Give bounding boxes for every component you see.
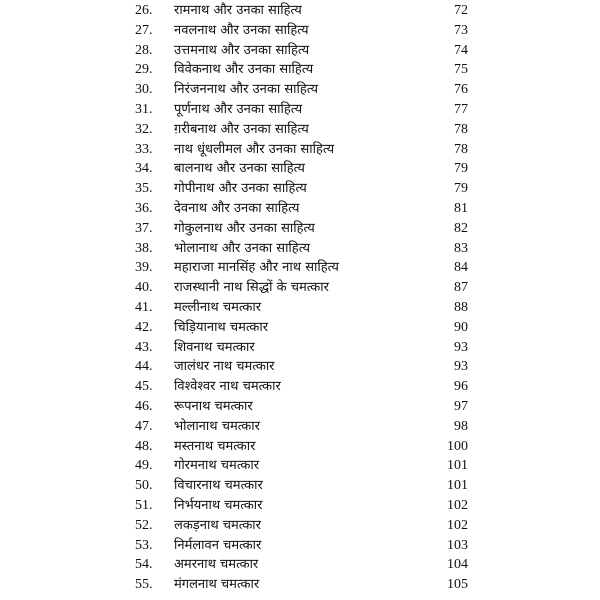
toc-entry <box>0 555 600 575</box>
toc-entry-page-number: 100 <box>447 438 468 454</box>
toc-entry-page-number: 79 <box>454 161 468 177</box>
toc-entry-number: 47. <box>135 418 153 434</box>
toc-entry-title: निरंजननाथ और उनका साहित्य <box>174 82 319 98</box>
toc-entry-title: बालनाथ और उनका साहित्य <box>174 161 305 177</box>
toc-entry-page-number: 87 <box>454 280 468 296</box>
toc-entry-page-number: 88 <box>454 299 468 315</box>
toc-entry <box>0 437 600 457</box>
toc-entry <box>0 199 600 219</box>
toc-entry <box>0 179 600 199</box>
toc-entry-page-number: 84 <box>454 260 468 276</box>
toc-entry-number: 27. <box>135 22 153 38</box>
toc-entry-title: पूर्णनाथ और उनका साहित्य <box>174 101 303 117</box>
toc-entry-page-number: 93 <box>454 339 468 355</box>
toc-entry <box>0 140 600 160</box>
toc-entry-title: चिड़ियानाथ चमत्कार <box>174 319 269 335</box>
toc-entry-page-number: 102 <box>447 497 468 513</box>
toc-entry-title: अमरनाथ चमत्कार <box>174 557 259 573</box>
toc-entry-number: 51. <box>135 497 153 513</box>
toc-entry-title: मंगलनाथ चमत्कार <box>174 577 260 593</box>
toc-entry-number: 52. <box>135 517 153 533</box>
toc-entry-number: 33. <box>135 141 153 157</box>
toc-entry <box>0 100 600 120</box>
toc-entry-title: भोलानाथ और उनका साहित्य <box>174 240 311 256</box>
toc-entry-number: 55. <box>135 577 153 593</box>
toc-entry-page-number: 96 <box>454 379 468 395</box>
toc-entry <box>0 476 600 496</box>
toc-entry-number: 42. <box>135 319 153 335</box>
toc-entry-page-number: 90 <box>454 319 468 335</box>
toc-entry-number: 28. <box>135 42 153 58</box>
toc-entry-number: 26. <box>135 3 153 18</box>
toc-entry <box>0 318 600 338</box>
toc-entry-title: रूपनाथ चमत्कार <box>174 398 253 414</box>
toc-entry-number: 46. <box>135 398 153 414</box>
toc-entry-title: विवेकनाथ और उनका साहित्य <box>174 62 314 78</box>
toc-entry-number: 32. <box>135 121 153 137</box>
toc-entry <box>0 377 600 397</box>
toc-entry-page-number: 83 <box>454 240 468 256</box>
toc-entry <box>0 239 600 259</box>
toc-entry-page-number: 98 <box>454 418 468 434</box>
toc-entry-number: 39. <box>135 260 153 276</box>
toc-entry <box>0 219 600 239</box>
toc-entry <box>0 516 600 536</box>
toc-entry <box>0 120 600 140</box>
toc-entry-title: शिवनाथ चमत्कार <box>174 339 255 355</box>
toc-entry-title: नवलनाथ और उनका साहित्य <box>174 22 309 38</box>
toc-entry <box>0 278 600 298</box>
toc-entry <box>0 21 600 41</box>
toc-entry-page-number: 102 <box>447 517 468 533</box>
toc-entry <box>0 60 600 80</box>
toc-entry-number: 30. <box>135 82 153 98</box>
toc-entry-number: 49. <box>135 458 153 474</box>
toc-entry-number: 53. <box>135 537 153 553</box>
toc-entry-title: लकड़नाथ चमत्कार <box>174 517 261 533</box>
toc-entry-page-number: 75 <box>454 62 468 78</box>
table-of-contents <box>0 1 600 595</box>
toc-entry-number: 50. <box>135 478 153 494</box>
toc-entry-number: 45. <box>135 379 153 395</box>
toc-entry-number: 34. <box>135 161 153 177</box>
toc-entry <box>0 1 600 21</box>
toc-entry-page-number: 104 <box>447 557 468 573</box>
toc-entry-number: 44. <box>135 359 153 375</box>
toc-entry-page-number: 72 <box>454 3 468 18</box>
toc-entry <box>0 417 600 437</box>
toc-entry-number: 40. <box>135 280 153 296</box>
toc-entry-number: 41. <box>135 299 153 315</box>
toc-entry-page-number: 76 <box>454 82 468 98</box>
toc-entry-title: उत्तमनाथ और उनका साहित्य <box>174 42 310 58</box>
toc-entry-title: ग़रीबनाथ और उनका साहित्य <box>174 121 309 137</box>
toc-entry-title: मल्लीनाथ चमत्कार <box>174 299 262 315</box>
toc-entry-page-number: 73 <box>454 22 468 38</box>
toc-entry-title: निर्मलावन चमत्कार <box>174 537 262 553</box>
toc-entry <box>0 80 600 100</box>
toc-entry <box>0 258 600 278</box>
toc-entry-title: गोपीनाथ और उनका साहित्य <box>174 181 307 197</box>
toc-entry-title: देवनाथ और उनका साहित्य <box>174 200 300 216</box>
toc-entry <box>0 456 600 476</box>
toc-entry-number: 48. <box>135 438 153 454</box>
toc-entry-page-number: 105 <box>447 577 468 593</box>
toc-entry <box>0 298 600 318</box>
toc-entry-title: विचारनाथ चमत्कार <box>174 478 263 494</box>
toc-entry <box>0 397 600 417</box>
toc-entry-title: निर्भयनाथ चमत्कार <box>174 497 263 513</box>
toc-entry-page-number: 101 <box>447 458 468 474</box>
toc-entry-page-number: 103 <box>447 537 468 553</box>
toc-entry <box>0 536 600 556</box>
toc-entry <box>0 159 600 179</box>
toc-entry-number: 37. <box>135 220 153 236</box>
toc-entry-page-number: 78 <box>454 141 468 157</box>
toc-entry-title: रामनाथ और उनका साहित्य <box>174 3 302 18</box>
toc-entry-title: राजस्थानी नाथ सिद्धों के चमत्कार <box>174 280 329 296</box>
toc-entry-number: 35. <box>135 181 153 197</box>
toc-entry-page-number: 82 <box>454 220 468 236</box>
toc-entry-title: नाथ धूंधलीमल और उनका साहित्य <box>174 141 335 157</box>
toc-entry-page-number: 78 <box>454 121 468 137</box>
toc-entry-number: 38. <box>135 240 153 256</box>
toc-entry-title: जालंधर नाथ चमत्कार <box>174 359 275 375</box>
toc-entry-title: गोकुलनाथ और उनका साहित्य <box>174 220 315 236</box>
toc-entry-title: महाराजा मानसिंह और नाथ साहित्य <box>174 260 339 276</box>
toc-entry-number: 43. <box>135 339 153 355</box>
toc-entry-page-number: 74 <box>454 42 468 58</box>
toc-entry-page-number: 77 <box>454 101 468 117</box>
toc-entry-number: 54. <box>135 557 153 573</box>
toc-entry <box>0 575 600 595</box>
toc-entry-number: 36. <box>135 200 153 216</box>
toc-entry-page-number: 79 <box>454 181 468 197</box>
toc-entry <box>0 357 600 377</box>
toc-entry <box>0 496 600 516</box>
toc-entry-number: 29. <box>135 62 153 78</box>
toc-entry-page-number: 101 <box>447 478 468 494</box>
toc-entry-number: 31. <box>135 101 153 117</box>
toc-entry-page-number: 81 <box>454 200 468 216</box>
toc-entry-page-number: 97 <box>454 398 468 414</box>
toc-entry-title: मस्तनाथ चमत्कार <box>174 438 256 454</box>
toc-entry-title: विश्वेश्वर नाथ चमत्कार <box>174 379 281 395</box>
toc-entry <box>0 41 600 61</box>
toc-entry-title: गोरमनाथ चमत्कार <box>174 458 260 474</box>
toc-entry-title: भोलानाथ चमत्कार <box>174 418 260 434</box>
toc-entry <box>0 338 600 358</box>
toc-entry-page-number: 93 <box>454 359 468 375</box>
